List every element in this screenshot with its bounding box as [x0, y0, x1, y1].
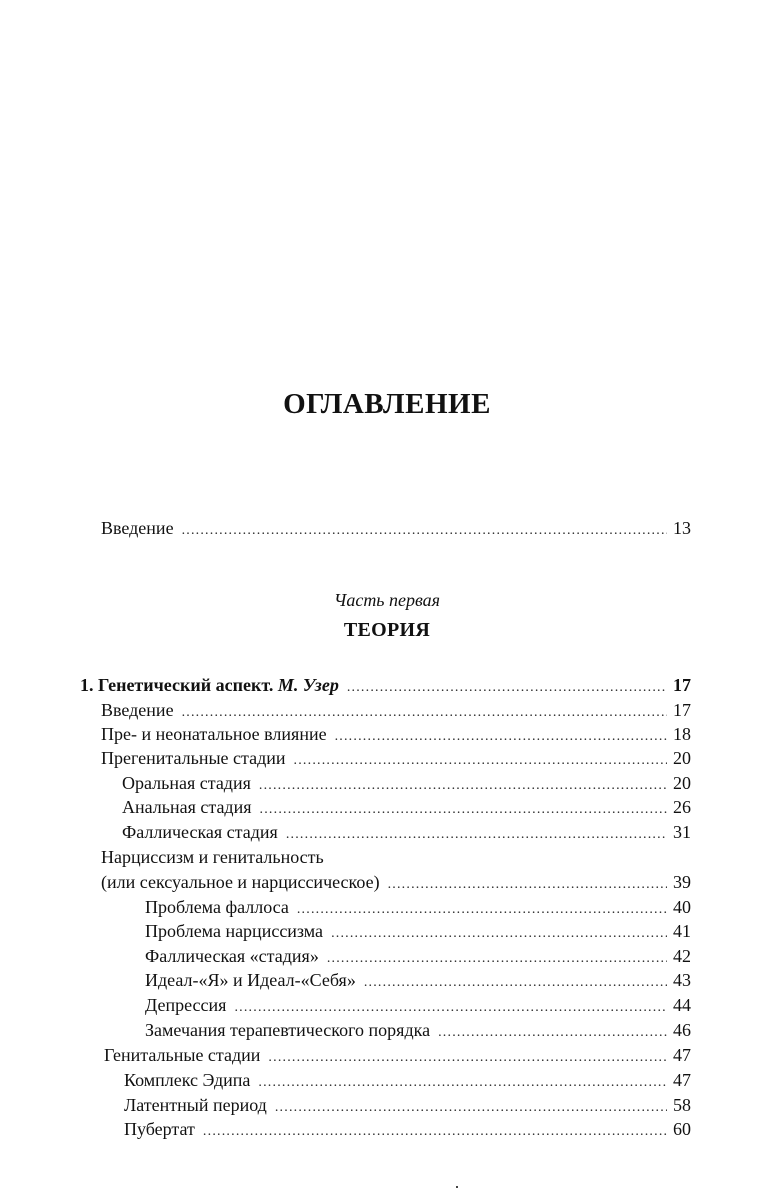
toc-page-number: 58 — [673, 1095, 691, 1115]
toc-entry-pregenital[interactable] — [101, 746, 691, 770]
toc-page-number: 47 — [673, 1070, 691, 1090]
toc-entry-puberty[interactable] — [124, 1117, 691, 1141]
toc-entry-oral[interactable] — [122, 771, 691, 795]
toc-leader-dots — [268, 1046, 667, 1070]
toc-leader-dots — [234, 996, 667, 1020]
toc-entry-text: Фаллическая стадия — [122, 822, 278, 842]
toc-page-number: 17 — [673, 675, 691, 695]
part-title: ТЕОРИЯ — [343, 619, 431, 641]
toc-entry-text: Фаллическая «стадия» — [145, 946, 319, 966]
toc-leader-dots — [364, 971, 667, 995]
toc-entry-narcissism-line2[interactable] — [101, 870, 691, 894]
toc-page-number: 47 — [673, 1045, 691, 1065]
toc-page-number: 18 — [673, 724, 691, 744]
toc-entry-text: Комплекс Эдипа — [124, 1070, 251, 1090]
toc-page-number: 46 — [673, 1020, 691, 1040]
toc-page-number: 43 — [673, 970, 691, 990]
toc-entry-phallus[interactable] — [145, 895, 691, 919]
toc-leader-dots — [260, 798, 667, 822]
toc-entry-text: Проблема фаллоса — [145, 897, 289, 917]
toc-entry-text: Замечания терапевтического порядка — [145, 1020, 431, 1040]
chapter-title: Генетический аспект. — [98, 675, 274, 695]
toc-chapter-1[interactable] — [80, 673, 691, 697]
toc-leader-dots — [182, 519, 667, 543]
toc-page-number: 44 — [673, 995, 691, 1015]
toc-page-number: 13 — [673, 518, 691, 538]
toc-entry-introduction[interactable] — [101, 516, 691, 540]
scan-speck — [456, 1186, 458, 1188]
toc-entry-anal[interactable] — [122, 795, 691, 819]
toc-entry-text: Введение — [101, 700, 174, 720]
part-label: Часть первая — [333, 590, 441, 610]
toc-page-number: 39 — [673, 872, 691, 892]
toc-leader-dots — [388, 873, 667, 897]
toc-leader-dots — [203, 1120, 667, 1144]
toc-entry-text: Введение — [101, 518, 174, 538]
toc-page-number: 41 — [673, 921, 691, 941]
toc-entry-text: Анальная стадия — [122, 797, 252, 817]
toc-entry-text: Прегенитальные стадии — [101, 748, 286, 768]
toc-entry-ideal[interactable] — [145, 968, 691, 992]
chapter-heading — [80, 673, 339, 697]
toc-page-number: 40 — [673, 897, 691, 917]
toc-page-number: 60 — [673, 1119, 691, 1139]
toc-leader-dots — [258, 1071, 667, 1095]
toc-entry-narcissism-problem[interactable] — [145, 919, 691, 943]
toc-entry-text: Генитальные стадии — [104, 1045, 261, 1065]
toc-page-number: 20 — [673, 773, 691, 793]
toc-leader-dots — [347, 676, 667, 700]
toc-entry-phallic-stage-quoted[interactable] — [145, 944, 691, 968]
toc-entry-text: Идеал-«Я» и Идеал-«Себя» — [145, 970, 356, 990]
page-title: ОГЛАВЛЕНИЕ — [283, 388, 491, 420]
toc-entry-narcissism-line1[interactable]: Нарциссизм и генитальность — [101, 847, 324, 867]
toc-entry-latent[interactable] — [124, 1093, 691, 1117]
toc-entry-intro-ch1[interactable] — [101, 698, 691, 722]
toc-leader-dots — [294, 749, 667, 773]
toc-entry-text: Депрессия — [145, 995, 227, 1015]
toc-page-number: 20 — [673, 748, 691, 768]
toc-entry-prenatal[interactable] — [101, 722, 691, 746]
toc-entry-text: Пре- и неонатальное влияние — [101, 724, 327, 744]
toc-entry-text: Проблема нарциссизма — [145, 921, 324, 941]
toc-page-number: 17 — [673, 700, 691, 720]
toc-entry-genital[interactable] — [104, 1043, 691, 1067]
toc-entry-text: Латентный период — [124, 1095, 267, 1115]
toc-page-number: 42 — [673, 946, 691, 966]
toc-entry-oedipus[interactable] — [124, 1068, 691, 1092]
toc-leader-dots — [286, 823, 667, 847]
toc-entry-phallic[interactable] — [122, 820, 691, 844]
toc-entry-text: Оральная стадия — [122, 773, 251, 793]
toc-leader-dots — [438, 1021, 667, 1045]
chapter-author: М. Узер — [277, 675, 339, 695]
chapter-number: 1. — [80, 675, 94, 695]
toc-entry-depression[interactable] — [145, 993, 691, 1017]
toc-entry-text: (или сексуальное и нарциссическое) — [101, 872, 380, 892]
toc-entry-text: Пубертат — [124, 1119, 195, 1139]
toc-page-number: 26 — [673, 797, 691, 817]
toc-leader-dots — [331, 922, 667, 946]
toc-entry-therapeutic[interactable] — [145, 1018, 691, 1042]
toc-page-number: 31 — [673, 822, 691, 842]
